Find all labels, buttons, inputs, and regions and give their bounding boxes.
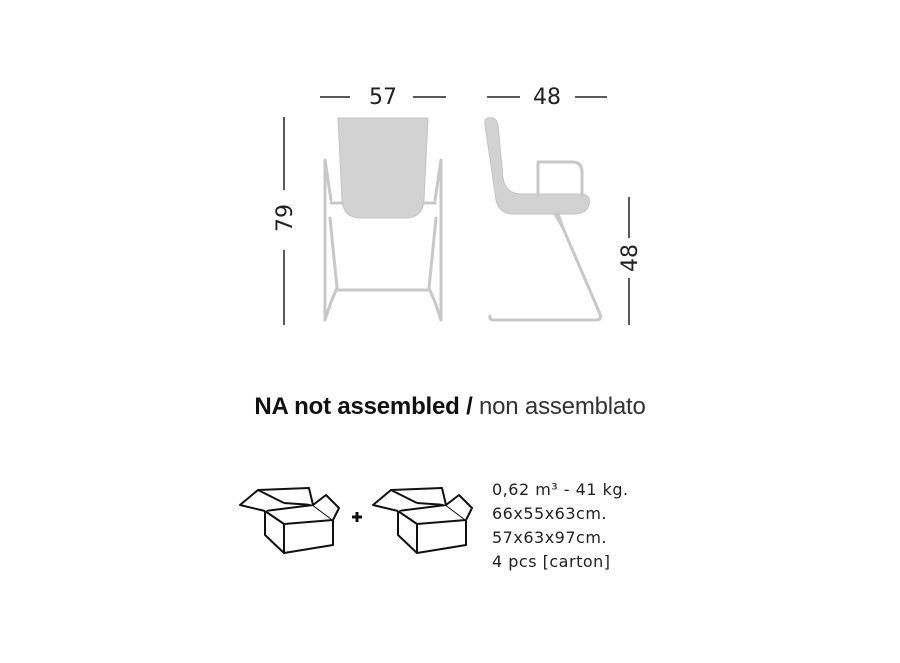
packaging-box-2: 57x63x97cm. xyxy=(492,528,607,547)
plus-icon xyxy=(352,512,362,522)
front-width-label: 57 xyxy=(369,85,397,110)
packaging-volume-weight: 0,62 m³ - 41 kg. xyxy=(492,480,629,499)
chair-side-view xyxy=(485,118,601,320)
packaging-box-1: 66x55x63cm. xyxy=(492,504,607,523)
assembly-note xyxy=(0,393,900,421)
seat-height-label: 48 xyxy=(618,244,643,272)
overall-height-label: 79 xyxy=(273,204,298,232)
assembly-status-italian: non assemblato xyxy=(479,393,646,420)
packaging-pieces: 4 pcs [carton] xyxy=(492,552,611,571)
chair-front-view xyxy=(325,118,441,320)
assembly-separator: / xyxy=(459,393,480,420)
front-shell xyxy=(338,118,428,218)
carton-box-icon xyxy=(240,488,339,553)
side-frame xyxy=(490,162,601,320)
assembly-status-code: NA not assembled xyxy=(254,393,460,420)
carton-box-icon-2 xyxy=(373,488,472,553)
packaging-info xyxy=(492,478,629,574)
side-depth-label: 48 xyxy=(533,85,561,110)
